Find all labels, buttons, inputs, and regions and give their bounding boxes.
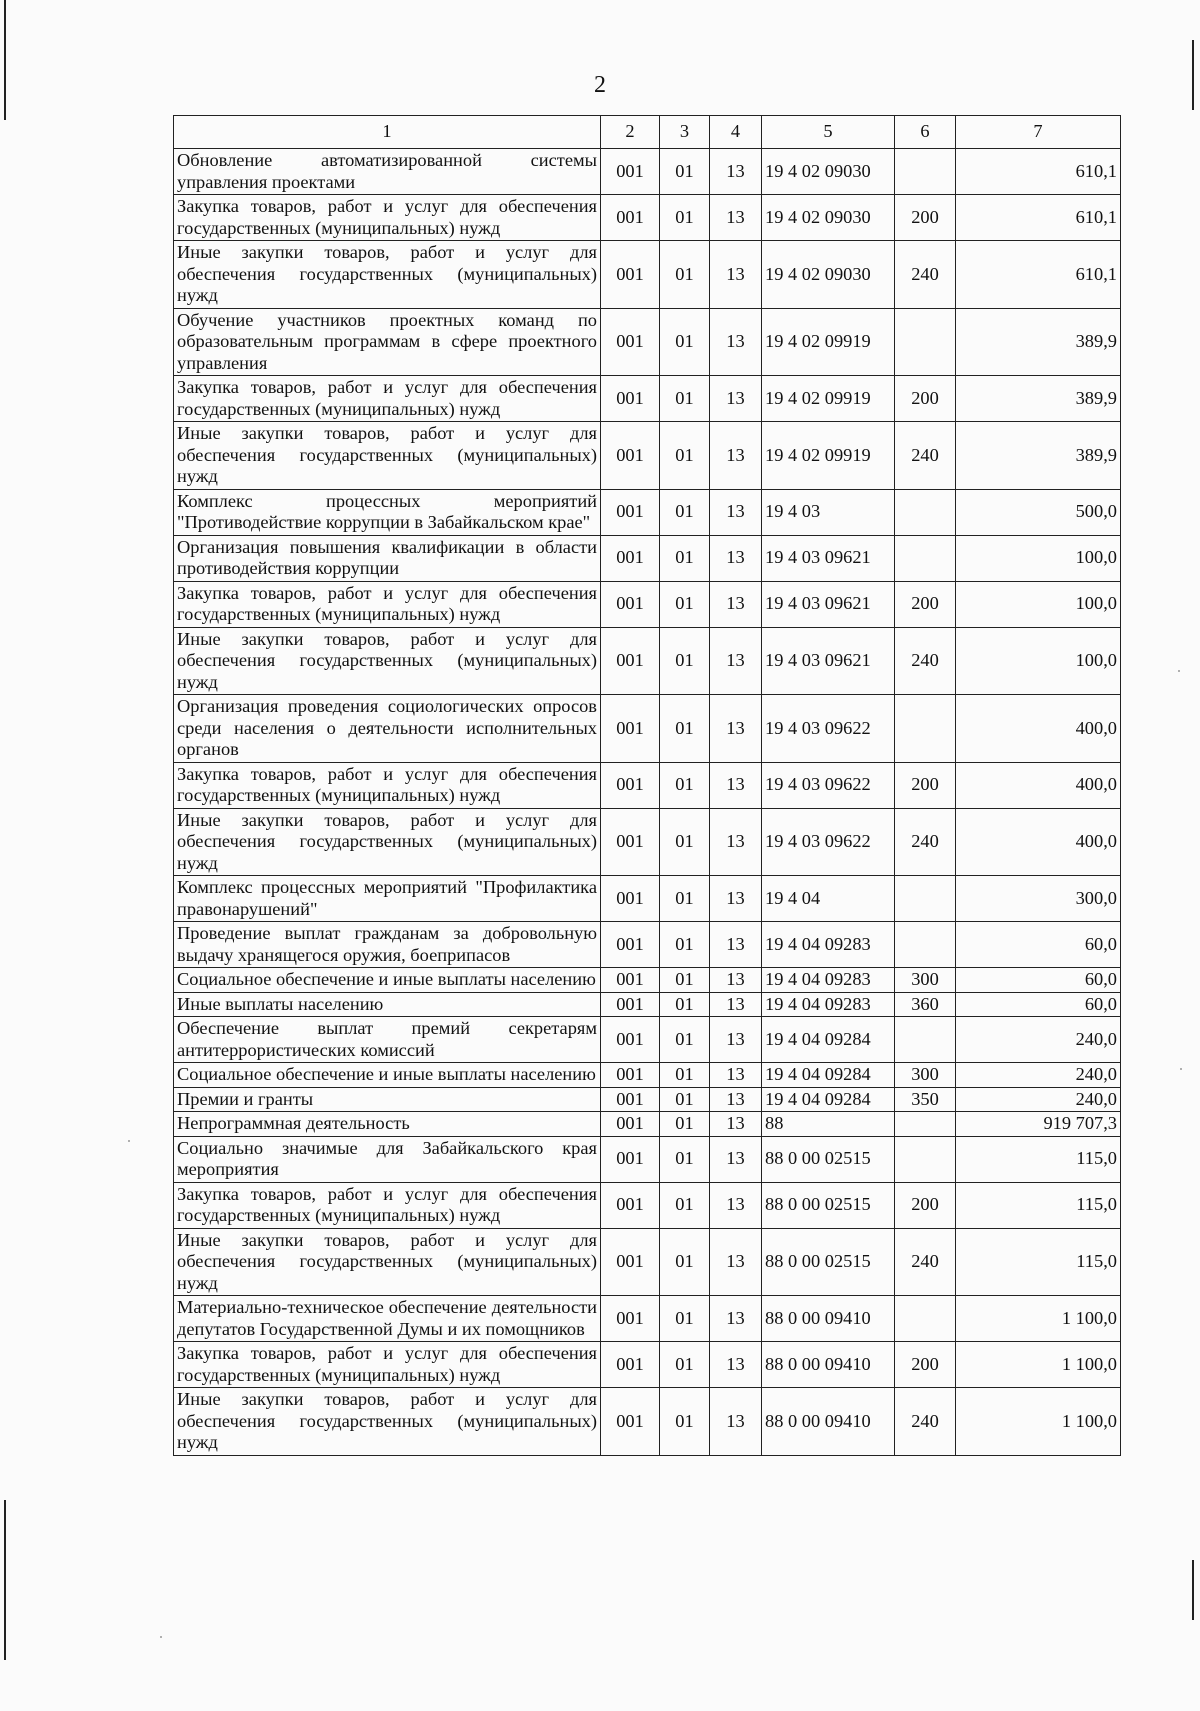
scan-edge-right-lower xyxy=(1192,1560,1194,1620)
row-code-cell: 88 0 00 02515 xyxy=(762,1228,895,1296)
row-name-cell: Обеспечение выплат премий секретарям антитеррористических комиссий xyxy=(174,1017,601,1063)
row-name-cell: Закупка товаров, работ и услуг для обеспечения государственных (муниципальных) нужд xyxy=(174,762,601,808)
row-name-cell: Иные выплаты населению xyxy=(174,992,601,1017)
row-code-cell: 19 4 04 09283 xyxy=(762,992,895,1017)
row-col2-cell: 001 xyxy=(601,968,660,993)
row-code-cell: 19 4 02 09919 xyxy=(762,376,895,422)
row-amount-cell: 400,0 xyxy=(956,808,1121,876)
row-name-cell: Иные закупки товаров, работ и услуг для обеспечения государственных (муниципальных) нужд xyxy=(174,422,601,490)
row-col2-cell: 001 xyxy=(601,1296,660,1342)
row-type-cell xyxy=(895,695,956,763)
row-type-cell: 300 xyxy=(895,968,956,993)
row-code-cell: 19 4 04 09283 xyxy=(762,922,895,968)
row-col4-cell: 13 xyxy=(710,535,762,581)
row-amount-cell: 100,0 xyxy=(956,581,1121,627)
row-col2-cell: 001 xyxy=(601,1063,660,1088)
column-header: 6 xyxy=(895,116,956,149)
row-col2-cell: 001 xyxy=(601,581,660,627)
row-col2-cell: 001 xyxy=(601,241,660,309)
row-col3-cell: 01 xyxy=(660,876,710,922)
table-row xyxy=(174,1388,1121,1456)
row-amount-cell: 919 707,3 xyxy=(956,1112,1121,1137)
row-name-cell: Проведение выплат гражданам за добровольную выдачу хранящегося оружия, боеприпасов xyxy=(174,922,601,968)
table-row xyxy=(174,1063,1121,1088)
row-amount-cell: 115,0 xyxy=(956,1136,1121,1182)
row-name-cell: Иные закупки товаров, работ и услуг для обеспечения государственных (муниципальных) нужд xyxy=(174,808,601,876)
row-code-cell: 19 4 04 xyxy=(762,876,895,922)
row-type-cell xyxy=(895,489,956,535)
row-col3-cell: 01 xyxy=(660,762,710,808)
row-col4-cell: 13 xyxy=(710,422,762,490)
row-amount-cell: 1 100,0 xyxy=(956,1296,1121,1342)
row-type-cell xyxy=(895,1017,956,1063)
table-row xyxy=(174,922,1121,968)
row-col2-cell: 001 xyxy=(601,1342,660,1388)
row-code-cell: 19 4 04 09284 xyxy=(762,1017,895,1063)
row-name-cell: Закупка товаров, работ и услуг для обеспечения государственных (муниципальных) нужд xyxy=(174,1342,601,1388)
table-row xyxy=(174,241,1121,309)
row-col2-cell: 001 xyxy=(601,376,660,422)
header-row xyxy=(174,116,1121,149)
table-row xyxy=(174,149,1121,195)
row-amount-cell: 1 100,0 xyxy=(956,1342,1121,1388)
column-header: 3 xyxy=(660,116,710,149)
row-col4-cell: 13 xyxy=(710,1112,762,1137)
row-col2-cell: 001 xyxy=(601,1182,660,1228)
row-code-cell: 19 4 04 09284 xyxy=(762,1063,895,1088)
row-amount-cell: 60,0 xyxy=(956,992,1121,1017)
row-col3-cell: 01 xyxy=(660,968,710,993)
row-col2-cell: 001 xyxy=(601,489,660,535)
row-col3-cell: 01 xyxy=(660,1296,710,1342)
row-col2-cell: 001 xyxy=(601,1228,660,1296)
row-name-cell: Закупка товаров, работ и услуг для обеспечения государственных (муниципальных) нужд xyxy=(174,581,601,627)
table-row xyxy=(174,762,1121,808)
row-col2-cell: 001 xyxy=(601,762,660,808)
row-col4-cell: 13 xyxy=(710,308,762,376)
row-col4-cell: 13 xyxy=(710,922,762,968)
row-col3-cell: 01 xyxy=(660,1136,710,1182)
budget-table xyxy=(173,115,1121,1456)
column-header: 5 xyxy=(762,116,895,149)
row-amount-cell: 610,1 xyxy=(956,241,1121,309)
row-col3-cell: 01 xyxy=(660,149,710,195)
row-col2-cell: 001 xyxy=(601,195,660,241)
table-row xyxy=(174,1296,1121,1342)
row-col4-cell: 13 xyxy=(710,627,762,695)
row-col2-cell: 001 xyxy=(601,149,660,195)
table-row xyxy=(174,1087,1121,1112)
row-col2-cell: 001 xyxy=(601,1388,660,1456)
row-type-cell: 200 xyxy=(895,195,956,241)
row-type-cell: 240 xyxy=(895,627,956,695)
row-amount-cell: 389,9 xyxy=(956,422,1121,490)
row-code-cell: 19 4 03 xyxy=(762,489,895,535)
row-col3-cell: 01 xyxy=(660,808,710,876)
table-header xyxy=(174,116,1121,149)
row-col4-cell: 13 xyxy=(710,1017,762,1063)
row-col2-cell: 001 xyxy=(601,627,660,695)
table-row xyxy=(174,581,1121,627)
row-name-cell: Иные закупки товаров, работ и услуг для обеспечения государственных (муниципальных) нужд xyxy=(174,241,601,309)
row-name-cell: Материально-техническое обеспечение деятельности депутатов Государственной Думы и их помощников xyxy=(174,1296,601,1342)
row-amount-cell: 240,0 xyxy=(956,1063,1121,1088)
row-type-cell: 240 xyxy=(895,422,956,490)
row-col3-cell: 01 xyxy=(660,1388,710,1456)
scan-speck xyxy=(1180,1068,1182,1070)
row-col3-cell: 01 xyxy=(660,1112,710,1137)
row-col4-cell: 13 xyxy=(710,808,762,876)
row-name-cell: Организация повышения квалификации в области противодействия коррупции xyxy=(174,535,601,581)
row-col3-cell: 01 xyxy=(660,1342,710,1388)
row-name-cell: Социальное обеспечение и иные выплаты населению xyxy=(174,968,601,993)
row-col2-cell: 001 xyxy=(601,876,660,922)
row-col4-cell: 13 xyxy=(710,195,762,241)
row-code-cell: 19 4 02 09030 xyxy=(762,195,895,241)
row-col4-cell: 13 xyxy=(710,992,762,1017)
row-col4-cell: 13 xyxy=(710,762,762,808)
row-amount-cell: 400,0 xyxy=(956,695,1121,763)
table-row xyxy=(174,1017,1121,1063)
row-col4-cell: 13 xyxy=(710,1087,762,1112)
row-code-cell: 19 4 03 09621 xyxy=(762,535,895,581)
row-name-cell: Социально значимые для Забайкальского края мероприятия xyxy=(174,1136,601,1182)
row-amount-cell: 500,0 xyxy=(956,489,1121,535)
row-type-cell xyxy=(895,308,956,376)
row-code-cell: 88 0 00 02515 xyxy=(762,1182,895,1228)
column-header: 4 xyxy=(710,116,762,149)
row-code-cell: 19 4 03 09622 xyxy=(762,695,895,763)
row-col3-cell: 01 xyxy=(660,1063,710,1088)
row-code-cell: 19 4 04 09284 xyxy=(762,1087,895,1112)
table-row xyxy=(174,376,1121,422)
row-col4-cell: 13 xyxy=(710,876,762,922)
row-col2-cell: 001 xyxy=(601,1017,660,1063)
table-row xyxy=(174,1342,1121,1388)
row-amount-cell: 100,0 xyxy=(956,627,1121,695)
row-code-cell: 19 4 03 09621 xyxy=(762,627,895,695)
row-col3-cell: 01 xyxy=(660,1017,710,1063)
row-col4-cell: 13 xyxy=(710,695,762,763)
scan-speck xyxy=(160,1636,162,1638)
column-header: 1 xyxy=(174,116,601,149)
table-row xyxy=(174,489,1121,535)
table-row xyxy=(174,968,1121,993)
table-row xyxy=(174,1112,1121,1137)
row-col4-cell: 13 xyxy=(710,376,762,422)
row-col2-cell: 001 xyxy=(601,1112,660,1137)
row-type-cell: 350 xyxy=(895,1087,956,1112)
row-col2-cell: 001 xyxy=(601,808,660,876)
row-col4-cell: 13 xyxy=(710,1388,762,1456)
row-col3-cell: 01 xyxy=(660,195,710,241)
scan-edge-left-lower xyxy=(4,1500,6,1660)
row-col3-cell: 01 xyxy=(660,376,710,422)
row-col3-cell: 01 xyxy=(660,489,710,535)
table-row xyxy=(174,808,1121,876)
row-code-cell: 88 0 00 02515 xyxy=(762,1136,895,1182)
row-amount-cell: 1 100,0 xyxy=(956,1388,1121,1456)
row-amount-cell: 240,0 xyxy=(956,1017,1121,1063)
table-row xyxy=(174,695,1121,763)
row-col3-cell: 01 xyxy=(660,922,710,968)
row-type-cell xyxy=(895,1136,956,1182)
row-col2-cell: 001 xyxy=(601,422,660,490)
row-type-cell: 360 xyxy=(895,992,956,1017)
row-col4-cell: 13 xyxy=(710,1342,762,1388)
row-amount-cell: 389,9 xyxy=(956,308,1121,376)
row-name-cell: Социальное обеспечение и иные выплаты населению xyxy=(174,1063,601,1088)
row-amount-cell: 610,1 xyxy=(956,195,1121,241)
row-amount-cell: 115,0 xyxy=(956,1228,1121,1296)
table-row xyxy=(174,876,1121,922)
row-col2-cell: 001 xyxy=(601,695,660,763)
row-type-cell: 200 xyxy=(895,1182,956,1228)
page-number: 2 xyxy=(594,72,606,98)
row-code-cell: 88 0 00 09410 xyxy=(762,1296,895,1342)
table-body xyxy=(174,149,1121,1456)
row-name-cell: Закупка товаров, работ и услуг для обеспечения государственных (муниципальных) нужд xyxy=(174,376,601,422)
row-type-cell xyxy=(895,1296,956,1342)
row-name-cell: Премии и гранты xyxy=(174,1087,601,1112)
row-name-cell: Комплекс процессных мероприятий "Профилактика правонарушений" xyxy=(174,876,601,922)
table-row xyxy=(174,1182,1121,1228)
row-code-cell: 88 0 00 09410 xyxy=(762,1342,895,1388)
scan-speck xyxy=(128,1140,130,1142)
row-name-cell: Организация проведения социологических опросов среди населения о деятельности исполнительных органов xyxy=(174,695,601,763)
row-name-cell: Закупка товаров, работ и услуг для обеспечения государственных (муниципальных) нужд xyxy=(174,1182,601,1228)
row-col3-cell: 01 xyxy=(660,1087,710,1112)
table-row xyxy=(174,535,1121,581)
row-amount-cell: 610,1 xyxy=(956,149,1121,195)
column-header: 2 xyxy=(601,116,660,149)
scan-speck xyxy=(1178,670,1180,672)
row-type-cell: 300 xyxy=(895,1063,956,1088)
column-header: 7 xyxy=(956,116,1121,149)
row-code-cell: 19 4 02 09030 xyxy=(762,149,895,195)
row-col3-cell: 01 xyxy=(660,535,710,581)
row-type-cell: 200 xyxy=(895,762,956,808)
row-type-cell: 240 xyxy=(895,241,956,309)
row-col3-cell: 01 xyxy=(660,308,710,376)
row-type-cell: 240 xyxy=(895,1388,956,1456)
table-row xyxy=(174,422,1121,490)
row-amount-cell: 115,0 xyxy=(956,1182,1121,1228)
row-code-cell: 19 4 03 09622 xyxy=(762,762,895,808)
row-amount-cell: 100,0 xyxy=(956,535,1121,581)
row-type-cell xyxy=(895,922,956,968)
row-col4-cell: 13 xyxy=(710,489,762,535)
table-row xyxy=(174,195,1121,241)
row-col4-cell: 13 xyxy=(710,581,762,627)
row-code-cell: 19 4 02 09030 xyxy=(762,241,895,309)
row-col3-cell: 01 xyxy=(660,581,710,627)
row-col3-cell: 01 xyxy=(660,1228,710,1296)
row-amount-cell: 240,0 xyxy=(956,1087,1121,1112)
table-row xyxy=(174,992,1121,1017)
row-code-cell: 19 4 03 09622 xyxy=(762,808,895,876)
row-col2-cell: 001 xyxy=(601,535,660,581)
row-type-cell: 200 xyxy=(895,581,956,627)
row-col4-cell: 13 xyxy=(710,241,762,309)
row-name-cell: Обновление автоматизированной системы управления проектами xyxy=(174,149,601,195)
row-name-cell: Иные закупки товаров, работ и услуг для обеспечения государственных (муниципальных) нужд xyxy=(174,1388,601,1456)
row-amount-cell: 400,0 xyxy=(956,762,1121,808)
row-col2-cell: 001 xyxy=(601,922,660,968)
row-name-cell: Обучение участников проектных команд по образовательным программам в сфере проектного управления xyxy=(174,308,601,376)
row-col2-cell: 001 xyxy=(601,308,660,376)
row-col4-cell: 13 xyxy=(710,1063,762,1088)
row-col4-cell: 13 xyxy=(710,149,762,195)
row-type-cell xyxy=(895,149,956,195)
row-code-cell: 88 0 00 09410 xyxy=(762,1388,895,1456)
table-row xyxy=(174,627,1121,695)
row-code-cell: 88 xyxy=(762,1112,895,1137)
row-col2-cell: 001 xyxy=(601,992,660,1017)
row-name-cell: Иные закупки товаров, работ и услуг для обеспечения государственных (муниципальных) нужд xyxy=(174,627,601,695)
table-row xyxy=(174,308,1121,376)
row-type-cell: 240 xyxy=(895,1228,956,1296)
row-type-cell xyxy=(895,1112,956,1137)
row-code-cell: 19 4 02 09919 xyxy=(762,422,895,490)
row-name-cell: Комплекс процессных мероприятий "Противодействие коррупции в Забайкальском крае" xyxy=(174,489,601,535)
row-col3-cell: 01 xyxy=(660,422,710,490)
row-code-cell: 19 4 02 09919 xyxy=(762,308,895,376)
row-type-cell xyxy=(895,535,956,581)
row-col2-cell: 001 xyxy=(601,1136,660,1182)
row-code-cell: 19 4 04 09283 xyxy=(762,968,895,993)
row-amount-cell: 60,0 xyxy=(956,968,1121,993)
row-col4-cell: 13 xyxy=(710,1296,762,1342)
table-row xyxy=(174,1136,1121,1182)
row-col3-cell: 01 xyxy=(660,1182,710,1228)
row-col3-cell: 01 xyxy=(660,992,710,1017)
row-name-cell: Иные закупки товаров, работ и услуг для обеспечения государственных (муниципальных) нужд xyxy=(174,1228,601,1296)
row-col4-cell: 13 xyxy=(710,968,762,993)
row-col3-cell: 01 xyxy=(660,241,710,309)
row-amount-cell: 60,0 xyxy=(956,922,1121,968)
row-code-cell: 19 4 03 09621 xyxy=(762,581,895,627)
row-amount-cell: 389,9 xyxy=(956,376,1121,422)
table-row xyxy=(174,1228,1121,1296)
row-type-cell xyxy=(895,876,956,922)
row-col3-cell: 01 xyxy=(660,627,710,695)
row-name-cell: Непрограммная деятельность xyxy=(174,1112,601,1137)
row-col3-cell: 01 xyxy=(660,695,710,763)
row-type-cell: 200 xyxy=(895,376,956,422)
row-col2-cell: 001 xyxy=(601,1087,660,1112)
row-col4-cell: 13 xyxy=(710,1182,762,1228)
row-amount-cell: 300,0 xyxy=(956,876,1121,922)
row-type-cell: 200 xyxy=(895,1342,956,1388)
row-col4-cell: 13 xyxy=(710,1228,762,1296)
scan-edge-left xyxy=(4,0,6,120)
row-col4-cell: 13 xyxy=(710,1136,762,1182)
row-type-cell: 240 xyxy=(895,808,956,876)
row-name-cell: Закупка товаров, работ и услуг для обеспечения государственных (муниципальных) нужд xyxy=(174,195,601,241)
